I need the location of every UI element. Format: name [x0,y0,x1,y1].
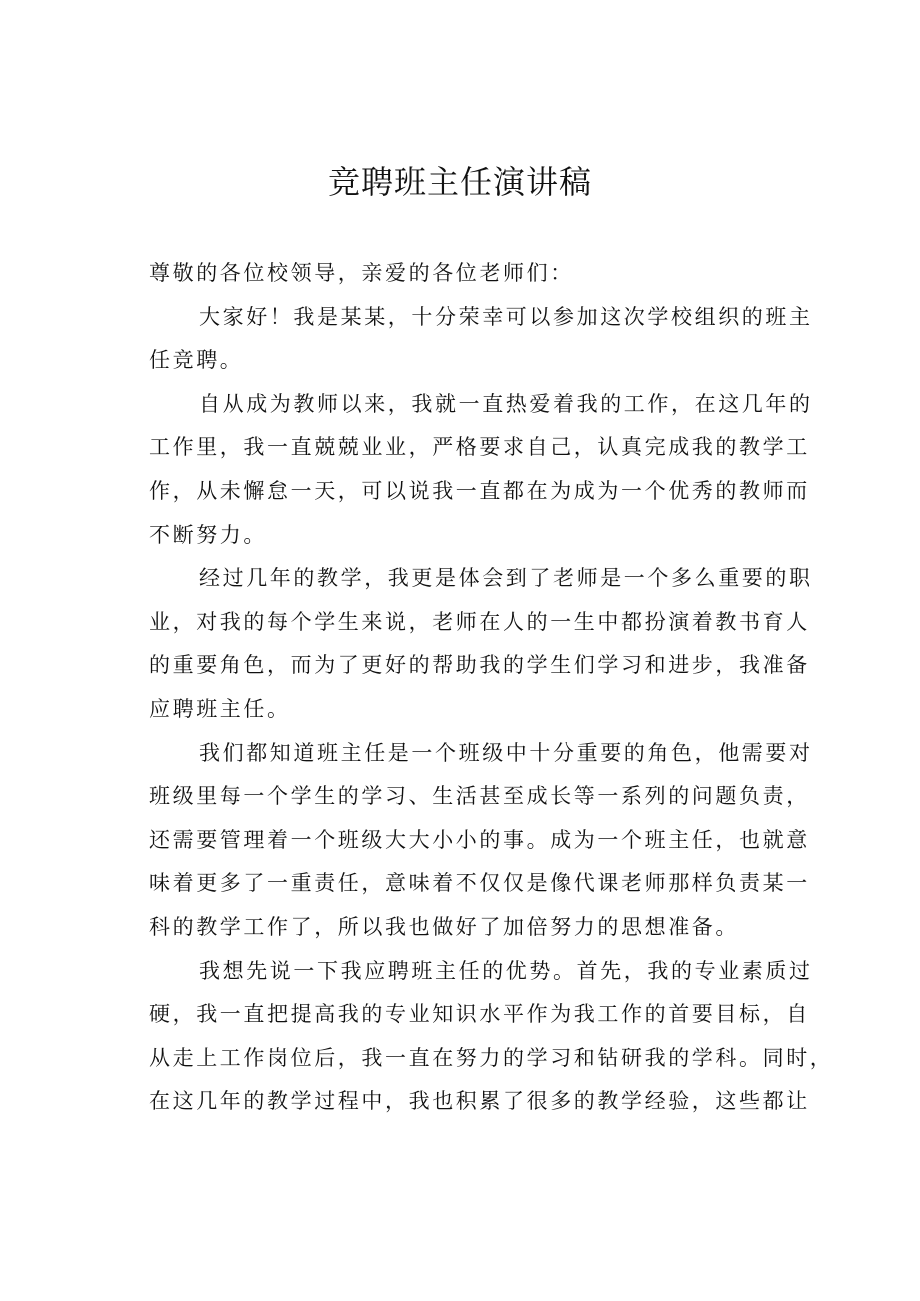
text-line: 自从成为教师以来，我就一直热爱着我的工作，在这几年的 [199,391,813,416]
text-line: 工作里，我一直兢兢业业，严格要求自己，认真完成我的教学工 [149,435,810,460]
text-line: 科的教学工作了，所以我也做好了加倍努力的思想准备。 [149,914,739,939]
text-line: 大家好！我是某某，十分荣幸可以参加这次学校组织的班主 [199,304,813,329]
text-line: 我们都知道班主任是一个班级中十分重要的角色，他需要对 [199,740,813,765]
text-line: 还需要管理着一个班级大大小小的事。成为一个班主任，也就意 [149,827,810,852]
text-line: 班级里每一个学生的学习、生活甚至成长等一系列的问题负责， [149,784,810,809]
text-line: 我想先说一下我应聘班主任的优势。首先，我的专业素质过 [199,958,813,983]
text-line: 的重要角色，而为了更好的帮助我的学生们学习和进步，我准备 [149,653,810,678]
text-line: 任竞聘。 [149,348,244,373]
text-line: 应聘班主任。 [149,696,291,721]
text-line: 从走上工作岗位后，我一直在努力的学习和钻研我的学科。同时， [149,1045,834,1070]
text-line: 味着更多了一重责任，意味着不仅仅是像代课老师那样负责某一 [149,871,810,896]
document-title: 竞聘班主任演讲稿 [327,163,592,201]
text-line: 不断努力。 [149,522,267,547]
text-line: 在这几年的教学过程中，我也积累了很多的教学经验，这些都让 [149,1089,810,1114]
text-line: 业，对我的每个学生来说，老师在人的一生中都扮演着教书育人 [149,609,810,634]
text-line: 硬，我一直把提高我的专业知识水平作为我工作的首要目标，自 [149,1002,810,1027]
text-line: 尊敬的各位校领导，亲爱的各位老师们： [149,261,574,285]
document-body [149,252,834,1124]
text-line: 经过几年的教学，我更是体会到了老师是一个多么重要的职 [199,566,813,591]
text-line: 作，从未懈怠一天，可以说我一直都在为成为一个优秀的教师而 [149,478,810,503]
